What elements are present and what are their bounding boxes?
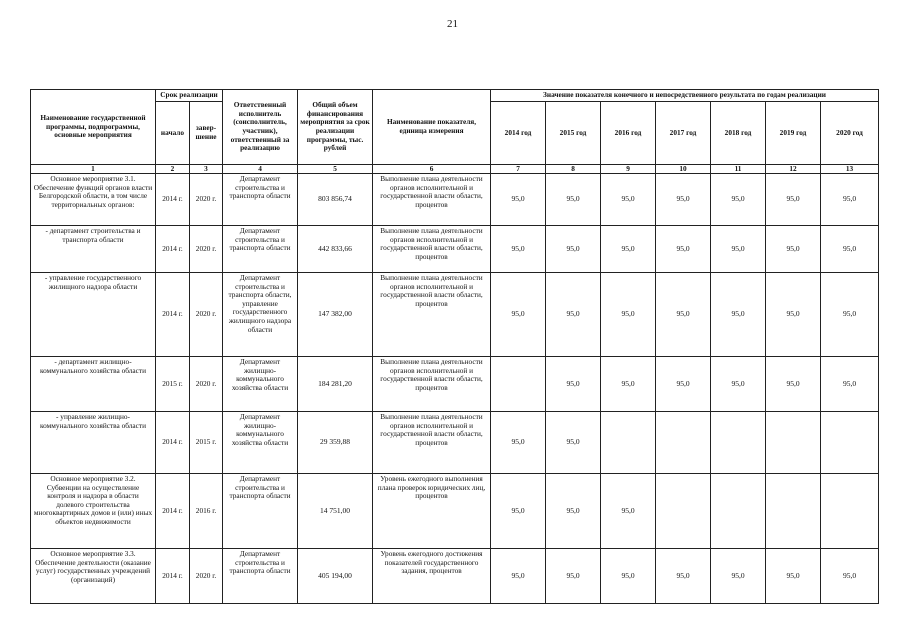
col-header-funding: Общий объем финансирования мероприятия за срок реализации программы, тыс. рублей <box>298 90 373 165</box>
col-header-year: 2016 год <box>601 102 656 165</box>
executor-cell: Департамент строительства и транспорта области, управление государственного жилищного надзора области <box>223 273 298 357</box>
indicator-value-cell: 95,0 <box>821 273 879 357</box>
executor-cell: Департамент строительства и транспорта области <box>223 174 298 226</box>
executor-cell: Департамент строительства и транспорта области <box>223 474 298 549</box>
funding-cell: 29 359,88 <box>298 412 373 474</box>
indicator-cell: Выполнение плана деятельности органов исполнительной и государственной власти области, процентов <box>373 226 491 273</box>
end-year-cell: 2020 г. <box>190 174 223 226</box>
column-numbers-row <box>31 165 879 174</box>
indicator-value-cell: 95,0 <box>711 174 766 226</box>
col-header-year: 2018 год <box>711 102 766 165</box>
indicator-cell: Выполнение плана деятельности органов исполнительной и государственной власти области, процентов <box>373 273 491 357</box>
executor-cell: Департамент жилищно-коммунального хозяйства области <box>223 357 298 412</box>
indicator-cell: Выполнение плана деятельности органов исполнительной и государственной власти области, процентов <box>373 412 491 474</box>
col-header-executor: Ответственный исполнитель (соисполнитель, участник), ответственный за реализацию <box>223 90 298 165</box>
indicator-value-cell: 95,0 <box>711 357 766 412</box>
indicator-value-cell: 95,0 <box>711 549 766 604</box>
indicator-value-cell: 95,0 <box>601 226 656 273</box>
indicator-value-cell: 95,0 <box>601 549 656 604</box>
column-number: 9 <box>601 165 656 174</box>
indicator-value-cell: 95,0 <box>491 174 546 226</box>
indicator-value-cell: 95,0 <box>546 226 601 273</box>
indicator-value-cell <box>821 412 879 474</box>
executor-cell: Департамент строительства и транспорта области <box>223 226 298 273</box>
col-header-start: начало <box>156 102 190 165</box>
page-number: 21 <box>447 18 458 30</box>
column-number: 6 <box>373 165 491 174</box>
table-row <box>31 226 879 273</box>
column-number: 1 <box>31 165 156 174</box>
table-row <box>31 174 879 226</box>
column-number: 11 <box>711 165 766 174</box>
col-header-name: Наименование государственной программы, подпрограммы, основные мероприятия <box>31 90 156 165</box>
funding-cell: 14 751,00 <box>298 474 373 549</box>
column-number: 13 <box>821 165 879 174</box>
col-header-period: Срок реализации <box>156 90 223 102</box>
indicator-value-cell: 95,0 <box>546 357 601 412</box>
column-number: 7 <box>491 165 546 174</box>
end-year-cell: 2020 г. <box>190 226 223 273</box>
indicator-value-cell: 95,0 <box>821 174 879 226</box>
table-row <box>31 549 879 604</box>
end-year-cell: 2020 г. <box>190 273 223 357</box>
indicator-cell: Выполнение плана деятельности органов исполнительной и государственной власти области, процентов <box>373 357 491 412</box>
start-year-cell: 2014 г. <box>156 549 190 604</box>
indicator-value-cell <box>711 412 766 474</box>
start-year-cell: 2014 г. <box>156 412 190 474</box>
indicator-cell: Выполнение плана деятельности органов исполнительной и государственной власти области, процентов <box>373 174 491 226</box>
column-number: 2 <box>156 165 190 174</box>
indicator-value-cell: 95,0 <box>821 549 879 604</box>
indicator-cell: Уровень ежегодного выполнения плана проверок юридических лиц, процентов <box>373 474 491 549</box>
indicator-value-cell: 95,0 <box>491 549 546 604</box>
table-row <box>31 474 879 549</box>
table-row <box>31 412 879 474</box>
column-number: 5 <box>298 165 373 174</box>
indicator-value-cell <box>766 474 821 549</box>
column-number: 4 <box>223 165 298 174</box>
end-year-cell: 2016 г. <box>190 474 223 549</box>
indicator-value-cell: 95,0 <box>491 226 546 273</box>
column-number: 8 <box>546 165 601 174</box>
indicator-value-cell: 95,0 <box>491 474 546 549</box>
executor-cell: Департамент жилищно-коммунального хозяйства области <box>223 412 298 474</box>
col-header-indicator: Наименование показателя, единица измерения <box>373 90 491 165</box>
start-year-cell: 2014 г. <box>156 226 190 273</box>
indicator-value-cell: 95,0 <box>601 474 656 549</box>
indicator-value-cell <box>821 474 879 549</box>
program-table <box>30 89 879 604</box>
indicator-value-cell: 95,0 <box>546 174 601 226</box>
col-header-year: 2020 год <box>821 102 879 165</box>
indicator-value-cell: 95,0 <box>711 273 766 357</box>
col-header-year: 2019 год <box>766 102 821 165</box>
indicator-value-cell: 95,0 <box>656 174 711 226</box>
indicator-value-cell <box>711 474 766 549</box>
indicator-value-cell: 95,0 <box>766 273 821 357</box>
start-year-cell: 2014 г. <box>156 273 190 357</box>
indicator-value-cell: 95,0 <box>601 357 656 412</box>
activity-name-cell: - департамент жилищно-коммунального хозяйства области <box>31 357 156 412</box>
funding-cell: 803 856,74 <box>298 174 373 226</box>
indicator-value-cell: 95,0 <box>821 226 879 273</box>
column-number: 10 <box>656 165 711 174</box>
funding-cell: 405 194,00 <box>298 549 373 604</box>
funding-cell: 147 382,00 <box>298 273 373 357</box>
indicator-value-cell: 95,0 <box>766 226 821 273</box>
end-year-cell: 2015 г. <box>190 412 223 474</box>
start-year-cell: 2014 г. <box>156 474 190 549</box>
indicator-value-cell: 95,0 <box>656 273 711 357</box>
col-header-end: завер-шение <box>190 102 223 165</box>
indicator-value-cell: 95,0 <box>546 474 601 549</box>
indicator-value-cell: 95,0 <box>546 412 601 474</box>
indicator-value-cell <box>601 412 656 474</box>
indicator-value-cell: 95,0 <box>766 357 821 412</box>
activity-name-cell: - управление жилищно-коммунального хозяйства области <box>31 412 156 474</box>
indicator-value-cell <box>766 412 821 474</box>
indicator-value-cell: 95,0 <box>491 412 546 474</box>
funding-cell: 184 281,20 <box>298 357 373 412</box>
indicator-value-cell <box>656 474 711 549</box>
executor-cell: Департамент строительства и транспорта области <box>223 549 298 604</box>
indicator-value-cell: 95,0 <box>546 273 601 357</box>
column-number: 12 <box>766 165 821 174</box>
indicator-value-cell: 95,0 <box>656 549 711 604</box>
activity-name-cell: - управление государственного жилищного надзора области <box>31 273 156 357</box>
end-year-cell: 2020 г. <box>190 549 223 604</box>
indicator-value-cell: 95,0 <box>766 174 821 226</box>
col-header-values: Значение показателя конечного и непосредственного результата по годам реализации <box>491 90 879 102</box>
indicator-value-cell: 95,0 <box>711 226 766 273</box>
col-header-year: 2014 год <box>491 102 546 165</box>
indicator-value-cell: 95,0 <box>601 174 656 226</box>
column-number: 3 <box>190 165 223 174</box>
indicator-value-cell: 95,0 <box>601 273 656 357</box>
indicator-value-cell: 95,0 <box>656 226 711 273</box>
indicator-value-cell <box>656 412 711 474</box>
activity-name-cell: Основное мероприятие 3.2. Субвенции на осуществление контроля и надзора в области долевого строительства многоквартирных домов и (или) иных объектов недвижимости <box>31 474 156 549</box>
indicator-value-cell: 95,0 <box>766 549 821 604</box>
activity-name-cell: Основное мероприятие 3.1. Обеспечение функций органов власти Белгородской области, в том числе территориальных органов: <box>31 174 156 226</box>
col-header-year: 2015 год <box>546 102 601 165</box>
funding-cell: 442 833,66 <box>298 226 373 273</box>
start-year-cell: 2014 г. <box>156 174 190 226</box>
start-year-cell: 2015 г. <box>156 357 190 412</box>
col-header-year: 2017 год <box>656 102 711 165</box>
indicator-cell: Уровень ежегодного достижения показателей государственного задания, процентов <box>373 549 491 604</box>
activity-name-cell: Основное мероприятие 3.3. Обеспечение деятельности (оказание услуг) государственных учреждений (организаций) <box>31 549 156 604</box>
table-row <box>31 357 879 412</box>
activity-name-cell: - департамент строительства и транспорта области <box>31 226 156 273</box>
table-row <box>31 273 879 357</box>
end-year-cell: 2020 г. <box>190 357 223 412</box>
indicator-value-cell: 95,0 <box>546 549 601 604</box>
indicator-value-cell: 95,0 <box>656 357 711 412</box>
indicator-value-cell: 95,0 <box>491 273 546 357</box>
indicator-value-cell: 95,0 <box>821 357 879 412</box>
indicator-value-cell <box>491 357 546 412</box>
